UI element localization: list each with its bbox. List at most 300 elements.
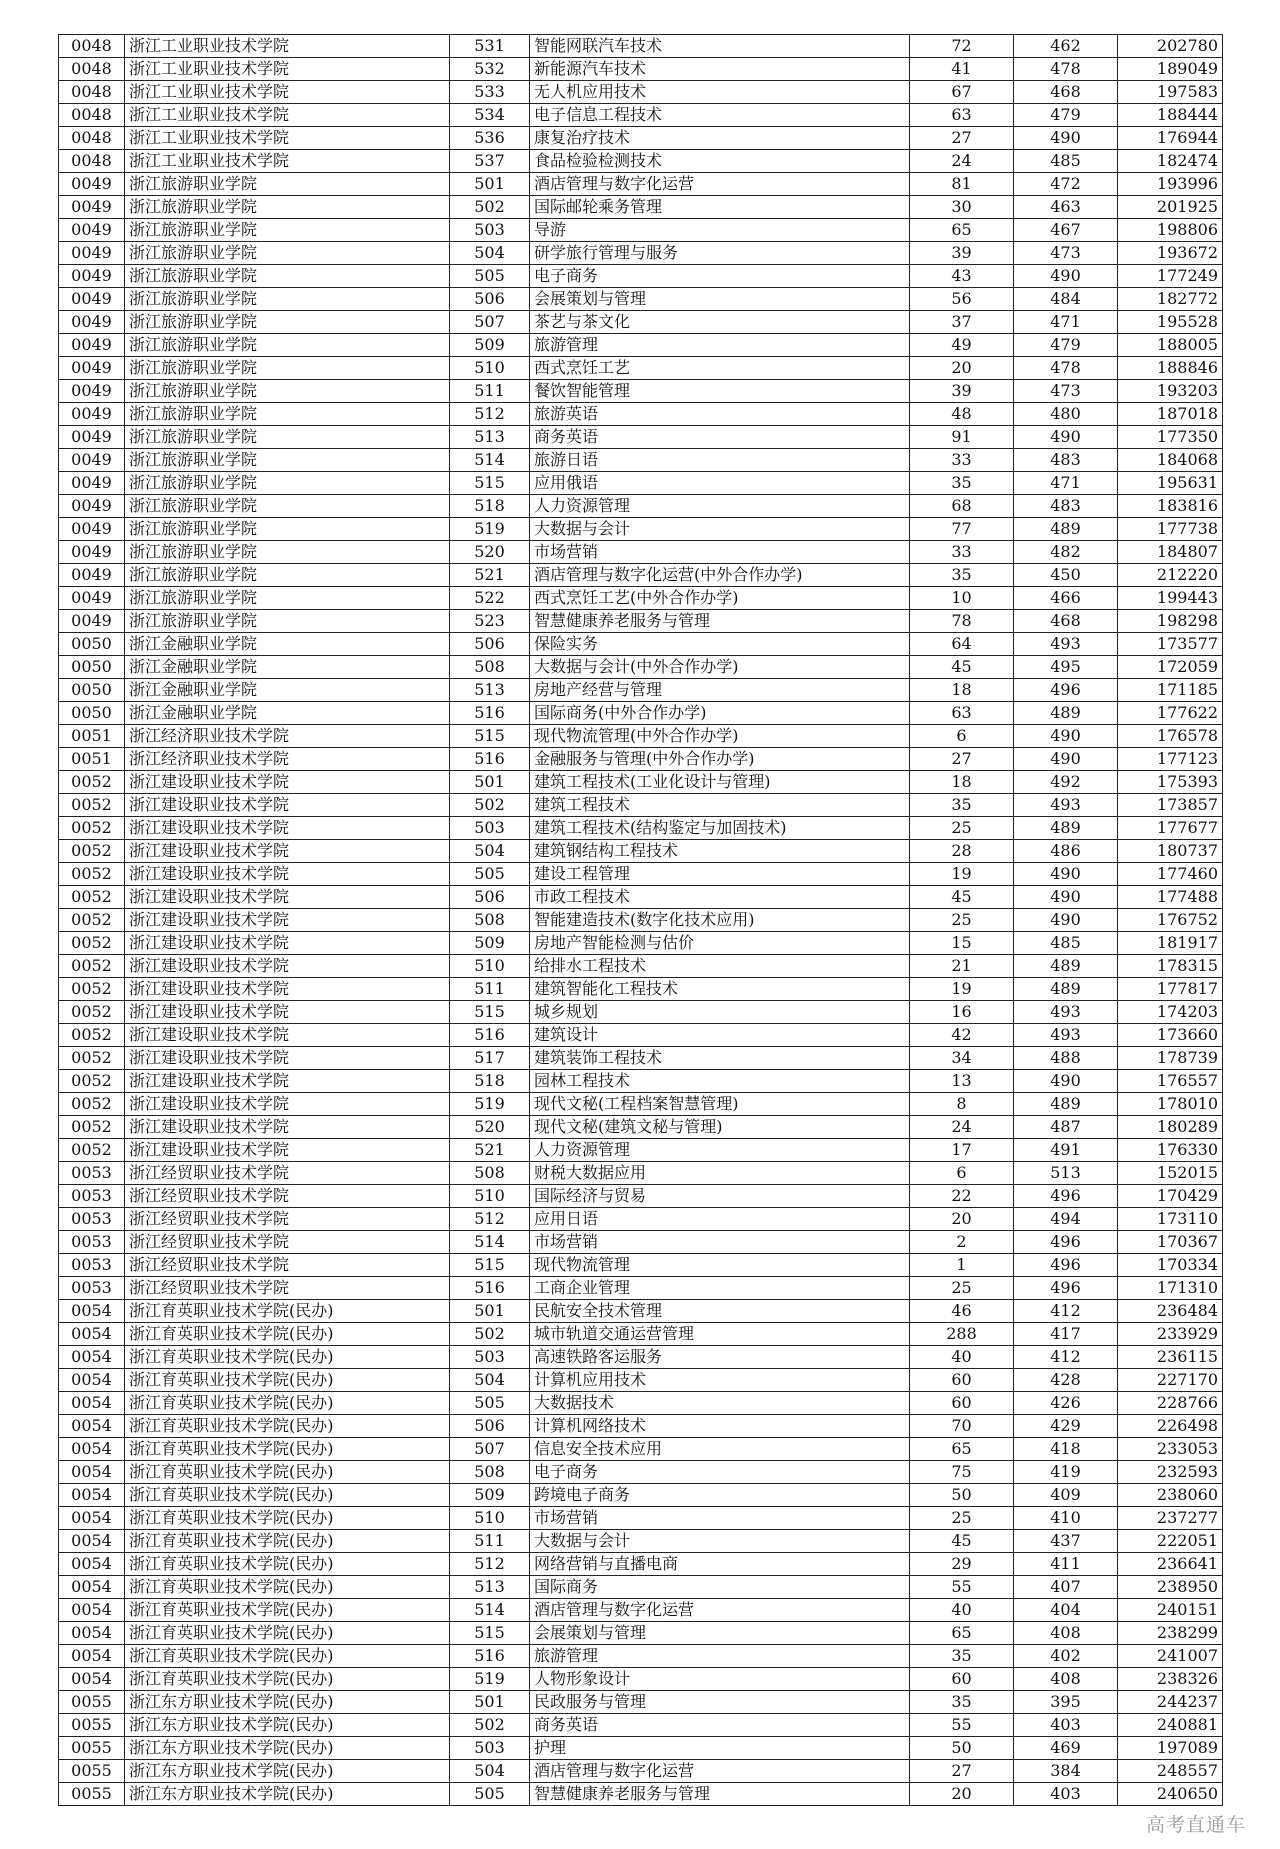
plan-count-cell: 63 [910, 702, 1014, 725]
major-name-cell: 建筑工程技术 [530, 794, 910, 817]
min-score-cell: 419 [1014, 1461, 1118, 1484]
school-code-cell: 0048 [59, 104, 125, 127]
major-code-cell: 516 [450, 1277, 530, 1300]
school-code-cell: 0053 [59, 1185, 125, 1208]
plan-count-cell: 45 [910, 1530, 1014, 1553]
school-name-cell: 浙江金融职业学院 [125, 656, 450, 679]
school-code-cell: 0052 [59, 771, 125, 794]
min-score-cell: 496 [1014, 679, 1118, 702]
major-name-cell: 大数据技术 [530, 1392, 910, 1415]
school-code-cell: 0054 [59, 1369, 125, 1392]
plan-count-cell: 25 [910, 1507, 1014, 1530]
major-name-cell: 会展策划与管理 [530, 288, 910, 311]
school-name-cell: 浙江育英职业技术学院(民办) [125, 1415, 450, 1438]
school-name-cell: 浙江育英职业技术学院(民办) [125, 1576, 450, 1599]
school-name-cell: 浙江育英职业技术学院(民办) [125, 1346, 450, 1369]
major-name-cell: 建筑工程技术(结构鉴定与加固技术) [530, 817, 910, 840]
school-name-cell: 浙江旅游职业学院 [125, 449, 450, 472]
min-score-cell: 489 [1014, 702, 1118, 725]
major-name-cell: 建筑设计 [530, 1024, 910, 1047]
table-row [59, 587, 1223, 610]
school-code-cell: 0054 [59, 1346, 125, 1369]
min-score-cell: 483 [1014, 495, 1118, 518]
table-row [59, 633, 1223, 656]
major-code-cell: 536 [450, 127, 530, 150]
major-name-cell: 房地产经营与管理 [530, 679, 910, 702]
school-code-cell: 0052 [59, 1024, 125, 1047]
plan-count-cell: 20 [910, 357, 1014, 380]
watermark: 高考直通车 [1145, 1814, 1246, 1836]
major-name-cell: 网络营销与直播电商 [530, 1553, 910, 1576]
school-code-cell: 0048 [59, 81, 125, 104]
school-name-cell: 浙江旅游职业学院 [125, 173, 450, 196]
major-code-cell: 523 [450, 610, 530, 633]
table-row [59, 1185, 1223, 1208]
school-name-cell: 浙江旅游职业学院 [125, 219, 450, 242]
table-row [59, 771, 1223, 794]
school-name-cell: 浙江建设职业技术学院 [125, 794, 450, 817]
min-score-cell: 488 [1014, 1047, 1118, 1070]
plan-count-cell: 22 [910, 1185, 1014, 1208]
table-row [59, 150, 1223, 173]
table-row [59, 1576, 1223, 1599]
rank-cell: 176330 [1118, 1139, 1223, 1162]
school-name-cell: 浙江工业职业技术学院 [125, 35, 450, 58]
school-code-cell: 0053 [59, 1231, 125, 1254]
plan-count-cell: 15 [910, 932, 1014, 955]
table-row [59, 1507, 1223, 1530]
rank-cell: 178739 [1118, 1047, 1223, 1070]
plan-count-cell: 6 [910, 1162, 1014, 1185]
min-score-cell: 480 [1014, 403, 1118, 426]
major-code-cell: 513 [450, 426, 530, 449]
major-code-cell: 503 [450, 219, 530, 242]
major-name-cell: 智慧健康养老服务与管理 [530, 610, 910, 633]
plan-count-cell: 40 [910, 1599, 1014, 1622]
table-row [59, 656, 1223, 679]
min-score-cell: 384 [1014, 1760, 1118, 1783]
plan-count-cell: 40 [910, 1346, 1014, 1369]
school-code-cell: 0055 [59, 1714, 125, 1737]
major-code-cell: 518 [450, 495, 530, 518]
min-score-cell: 467 [1014, 219, 1118, 242]
table-row [59, 35, 1223, 58]
rank-cell: 173660 [1118, 1024, 1223, 1047]
rank-cell: 184807 [1118, 541, 1223, 564]
major-code-cell: 519 [450, 518, 530, 541]
plan-count-cell: 41 [910, 58, 1014, 81]
table-row [59, 1645, 1223, 1668]
min-score-cell: 489 [1014, 955, 1118, 978]
plan-count-cell: 30 [910, 196, 1014, 219]
school-name-cell: 浙江旅游职业学院 [125, 357, 450, 380]
school-code-cell: 0049 [59, 518, 125, 541]
major-code-cell: 507 [450, 1438, 530, 1461]
table-row [59, 1392, 1223, 1415]
rank-cell: 178010 [1118, 1093, 1223, 1116]
school-name-cell: 浙江建设职业技术学院 [125, 1139, 450, 1162]
major-code-cell: 513 [450, 1576, 530, 1599]
school-name-cell: 浙江旅游职业学院 [125, 518, 450, 541]
major-code-cell: 510 [450, 955, 530, 978]
school-name-cell: 浙江旅游职业学院 [125, 472, 450, 495]
table-row [59, 886, 1223, 909]
rank-cell: 175393 [1118, 771, 1223, 794]
major-name-cell: 财税大数据应用 [530, 1162, 910, 1185]
school-name-cell: 浙江建设职业技术学院 [125, 1047, 450, 1070]
plan-count-cell: 35 [910, 472, 1014, 495]
school-code-cell: 0054 [59, 1461, 125, 1484]
school-code-cell: 0055 [59, 1737, 125, 1760]
plan-count-cell: 34 [910, 1047, 1014, 1070]
major-code-cell: 502 [450, 1323, 530, 1346]
min-score-cell: 468 [1014, 81, 1118, 104]
major-name-cell: 保险实务 [530, 633, 910, 656]
table-row [59, 1461, 1223, 1484]
table-row [59, 1093, 1223, 1116]
plan-count-cell: 8 [910, 1093, 1014, 1116]
min-score-cell: 437 [1014, 1530, 1118, 1553]
major-code-cell: 511 [450, 1530, 530, 1553]
school-code-cell: 0052 [59, 886, 125, 909]
major-code-cell: 510 [450, 1185, 530, 1208]
school-code-cell: 0049 [59, 219, 125, 242]
school-name-cell: 浙江金融职业学院 [125, 702, 450, 725]
school-code-cell: 0054 [59, 1530, 125, 1553]
admission-table [58, 34, 1223, 1806]
major-code-cell: 503 [450, 1346, 530, 1369]
table-row [59, 1553, 1223, 1576]
school-name-cell: 浙江育英职业技术学院(民办) [125, 1622, 450, 1645]
plan-count-cell: 60 [910, 1392, 1014, 1415]
min-score-cell: 412 [1014, 1346, 1118, 1369]
school-code-cell: 0052 [59, 817, 125, 840]
school-code-cell: 0054 [59, 1622, 125, 1645]
school-code-cell: 0051 [59, 725, 125, 748]
school-name-cell: 浙江建设职业技术学院 [125, 978, 450, 1001]
school-code-cell: 0049 [59, 541, 125, 564]
plan-count-cell: 56 [910, 288, 1014, 311]
school-code-cell: 0053 [59, 1208, 125, 1231]
min-score-cell: 485 [1014, 150, 1118, 173]
plan-count-cell: 81 [910, 173, 1014, 196]
min-score-cell: 496 [1014, 1185, 1118, 1208]
major-name-cell: 现代物流管理 [530, 1254, 910, 1277]
rank-cell: 238060 [1118, 1484, 1223, 1507]
school-name-cell: 浙江育英职业技术学院(民办) [125, 1484, 450, 1507]
plan-count-cell: 24 [910, 150, 1014, 173]
major-code-cell: 522 [450, 587, 530, 610]
table-row [59, 1231, 1223, 1254]
rank-cell: 178315 [1118, 955, 1223, 978]
table-row [59, 1760, 1223, 1783]
min-score-cell: 410 [1014, 1507, 1118, 1530]
major-code-cell: 521 [450, 1139, 530, 1162]
table-row [59, 794, 1223, 817]
rank-cell: 173110 [1118, 1208, 1223, 1231]
rank-cell: 184068 [1118, 449, 1223, 472]
min-score-cell: 408 [1014, 1622, 1118, 1645]
table-row [59, 1714, 1223, 1737]
school-name-cell: 浙江育英职业技术学院(民办) [125, 1530, 450, 1553]
school-name-cell: 浙江旅游职业学院 [125, 403, 450, 426]
major-name-cell: 市场营销 [530, 541, 910, 564]
rank-cell: 236641 [1118, 1553, 1223, 1576]
rank-cell: 177123 [1118, 748, 1223, 771]
major-name-cell: 西式烹饪工艺 [530, 357, 910, 380]
min-score-cell: 490 [1014, 748, 1118, 771]
rank-cell: 174203 [1118, 1001, 1223, 1024]
min-score-cell: 491 [1014, 1139, 1118, 1162]
rank-cell: 188846 [1118, 357, 1223, 380]
min-score-cell: 462 [1014, 35, 1118, 58]
min-score-cell: 493 [1014, 1001, 1118, 1024]
plan-count-cell: 27 [910, 1760, 1014, 1783]
school-code-cell: 0052 [59, 863, 125, 886]
school-code-cell: 0055 [59, 1783, 125, 1806]
table-row [59, 1047, 1223, 1070]
min-score-cell: 487 [1014, 1116, 1118, 1139]
plan-count-cell: 65 [910, 1622, 1014, 1645]
rank-cell: 193672 [1118, 242, 1223, 265]
table-body [59, 35, 1223, 1806]
school-name-cell: 浙江东方职业技术学院(民办) [125, 1714, 450, 1737]
major-code-cell: 512 [450, 1208, 530, 1231]
table-row [59, 1691, 1223, 1714]
major-code-cell: 501 [450, 173, 530, 196]
min-score-cell: 408 [1014, 1668, 1118, 1691]
rank-cell: 238326 [1118, 1668, 1223, 1691]
min-score-cell: 426 [1014, 1392, 1118, 1415]
table-row [59, 702, 1223, 725]
plan-count-cell: 13 [910, 1070, 1014, 1093]
rank-cell: 182772 [1118, 288, 1223, 311]
major-code-cell: 506 [450, 886, 530, 909]
table-row [59, 1300, 1223, 1323]
major-name-cell: 大数据与会计 [530, 1530, 910, 1553]
min-score-cell: 417 [1014, 1323, 1118, 1346]
rank-cell: 248557 [1118, 1760, 1223, 1783]
school-code-cell: 0048 [59, 127, 125, 150]
rank-cell: 236115 [1118, 1346, 1223, 1369]
major-code-cell: 511 [450, 380, 530, 403]
school-name-cell: 浙江旅游职业学院 [125, 242, 450, 265]
major-name-cell: 无人机应用技术 [530, 81, 910, 104]
school-code-cell: 0049 [59, 564, 125, 587]
plan-count-cell: 28 [910, 840, 1014, 863]
table-row [59, 449, 1223, 472]
school-code-cell: 0054 [59, 1415, 125, 1438]
school-code-cell: 0048 [59, 35, 125, 58]
school-name-cell: 浙江育英职业技术学院(民办) [125, 1300, 450, 1323]
major-code-cell: 521 [450, 564, 530, 587]
plan-count-cell: 48 [910, 403, 1014, 426]
min-score-cell: 490 [1014, 1070, 1118, 1093]
school-name-cell: 浙江育英职业技术学院(民办) [125, 1553, 450, 1576]
min-score-cell: 489 [1014, 817, 1118, 840]
table-row [59, 1737, 1223, 1760]
school-code-cell: 0054 [59, 1438, 125, 1461]
min-score-cell: 403 [1014, 1714, 1118, 1737]
min-score-cell: 493 [1014, 1024, 1118, 1047]
min-score-cell: 403 [1014, 1783, 1118, 1806]
table-row [59, 564, 1223, 587]
major-name-cell: 国际商务(中外合作办学) [530, 702, 910, 725]
school-name-cell: 浙江育英职业技术学院(民办) [125, 1323, 450, 1346]
school-name-cell: 浙江金融职业学院 [125, 633, 450, 656]
school-name-cell: 浙江建设职业技术学院 [125, 771, 450, 794]
min-score-cell: 496 [1014, 1254, 1118, 1277]
major-code-cell: 502 [450, 794, 530, 817]
school-code-cell: 0049 [59, 265, 125, 288]
major-code-cell: 510 [450, 1507, 530, 1530]
plan-count-cell: 39 [910, 380, 1014, 403]
major-name-cell: 新能源汽车技术 [530, 58, 910, 81]
school-name-cell: 浙江工业职业技术学院 [125, 81, 450, 104]
plan-count-cell: 43 [910, 265, 1014, 288]
min-score-cell: 490 [1014, 127, 1118, 150]
major-code-cell: 516 [450, 1024, 530, 1047]
rank-cell: 238299 [1118, 1622, 1223, 1645]
table-row [59, 1323, 1223, 1346]
major-name-cell: 现代文秘(工程档案智慧管理) [530, 1093, 910, 1116]
table-row [59, 242, 1223, 265]
min-score-cell: 493 [1014, 794, 1118, 817]
school-code-cell: 0050 [59, 702, 125, 725]
table-row [59, 311, 1223, 334]
major-code-cell: 507 [450, 311, 530, 334]
table-row [59, 1162, 1223, 1185]
major-code-cell: 532 [450, 58, 530, 81]
table-row [59, 1277, 1223, 1300]
table-row [59, 1599, 1223, 1622]
school-name-cell: 浙江东方职业技术学院(民办) [125, 1691, 450, 1714]
major-name-cell: 城乡规划 [530, 1001, 910, 1024]
plan-count-cell: 72 [910, 35, 1014, 58]
min-score-cell: 489 [1014, 978, 1118, 1001]
rank-cell: 212220 [1118, 564, 1223, 587]
school-code-cell: 0048 [59, 150, 125, 173]
min-score-cell: 412 [1014, 1300, 1118, 1323]
rank-cell: 236484 [1118, 1300, 1223, 1323]
table-row [59, 1001, 1223, 1024]
rank-cell: 240151 [1118, 1599, 1223, 1622]
school-name-cell: 浙江建设职业技术学院 [125, 932, 450, 955]
major-code-cell: 517 [450, 1047, 530, 1070]
school-name-cell: 浙江旅游职业学院 [125, 311, 450, 334]
plan-count-cell: 45 [910, 886, 1014, 909]
table-row [59, 1070, 1223, 1093]
major-code-cell: 505 [450, 1392, 530, 1415]
major-code-cell: 505 [450, 863, 530, 886]
min-score-cell: 429 [1014, 1415, 1118, 1438]
table-row [59, 863, 1223, 886]
rank-cell: 197089 [1118, 1737, 1223, 1760]
rank-cell: 228766 [1118, 1392, 1223, 1415]
major-name-cell: 电子商务 [530, 265, 910, 288]
school-name-cell: 浙江经贸职业技术学院 [125, 1208, 450, 1231]
table-row [59, 1369, 1223, 1392]
plan-count-cell: 67 [910, 81, 1014, 104]
table-row [59, 1139, 1223, 1162]
rank-cell: 232593 [1118, 1461, 1223, 1484]
rank-cell: 198298 [1118, 610, 1223, 633]
min-score-cell: 479 [1014, 104, 1118, 127]
plan-count-cell: 33 [910, 541, 1014, 564]
table-row [59, 1116, 1223, 1139]
table-row [59, 357, 1223, 380]
rank-cell: 177249 [1118, 265, 1223, 288]
major-name-cell: 国际邮轮乘务管理 [530, 196, 910, 219]
major-code-cell: 519 [450, 1668, 530, 1691]
school-name-cell: 浙江育英职业技术学院(民办) [125, 1461, 450, 1484]
major-name-cell: 计算机网络技术 [530, 1415, 910, 1438]
major-code-cell: 509 [450, 334, 530, 357]
min-score-cell: 493 [1014, 633, 1118, 656]
min-score-cell: 490 [1014, 886, 1118, 909]
plan-count-cell: 20 [910, 1208, 1014, 1231]
table-row [59, 909, 1223, 932]
school-code-cell: 0052 [59, 1139, 125, 1162]
major-name-cell: 餐饮智能管理 [530, 380, 910, 403]
major-code-cell: 506 [450, 288, 530, 311]
min-score-cell: 483 [1014, 449, 1118, 472]
school-code-cell: 0049 [59, 196, 125, 219]
rank-cell: 197583 [1118, 81, 1223, 104]
major-name-cell: 护理 [530, 1737, 910, 1760]
min-score-cell: 494 [1014, 1208, 1118, 1231]
min-score-cell: 513 [1014, 1162, 1118, 1185]
major-code-cell: 504 [450, 1369, 530, 1392]
rank-cell: 170429 [1118, 1185, 1223, 1208]
school-name-cell: 浙江育英职业技术学院(民办) [125, 1438, 450, 1461]
school-name-cell: 浙江经贸职业技术学院 [125, 1231, 450, 1254]
min-score-cell: 466 [1014, 587, 1118, 610]
plan-count-cell: 77 [910, 518, 1014, 541]
major-code-cell: 516 [450, 748, 530, 771]
major-name-cell: 房地产智能检测与估价 [530, 932, 910, 955]
school-code-cell: 0049 [59, 173, 125, 196]
rank-cell: 189049 [1118, 58, 1223, 81]
table-row [59, 932, 1223, 955]
plan-count-cell: 65 [910, 1438, 1014, 1461]
table-row [59, 1783, 1223, 1806]
rank-cell: 188444 [1118, 104, 1223, 127]
major-name-cell: 计算机应用技术 [530, 1369, 910, 1392]
major-name-cell: 民政服务与管理 [530, 1691, 910, 1714]
school-name-cell: 浙江东方职业技术学院(民办) [125, 1737, 450, 1760]
school-name-cell: 浙江经贸职业技术学院 [125, 1254, 450, 1277]
school-name-cell: 浙江经贸职业技术学院 [125, 1277, 450, 1300]
school-code-cell: 0048 [59, 58, 125, 81]
plan-count-cell: 42 [910, 1024, 1014, 1047]
major-code-cell: 505 [450, 1783, 530, 1806]
table-row [59, 403, 1223, 426]
rank-cell: 176557 [1118, 1070, 1223, 1093]
plan-count-cell: 35 [910, 1691, 1014, 1714]
school-code-cell: 0050 [59, 656, 125, 679]
table-row [59, 265, 1223, 288]
plan-count-cell: 25 [910, 817, 1014, 840]
major-code-cell: 504 [450, 840, 530, 863]
min-score-cell: 490 [1014, 725, 1118, 748]
plan-count-cell: 27 [910, 127, 1014, 150]
major-code-cell: 512 [450, 403, 530, 426]
major-code-cell: 515 [450, 725, 530, 748]
school-name-cell: 浙江旅游职业学院 [125, 196, 450, 219]
school-code-cell: 0052 [59, 840, 125, 863]
school-code-cell: 0054 [59, 1323, 125, 1346]
